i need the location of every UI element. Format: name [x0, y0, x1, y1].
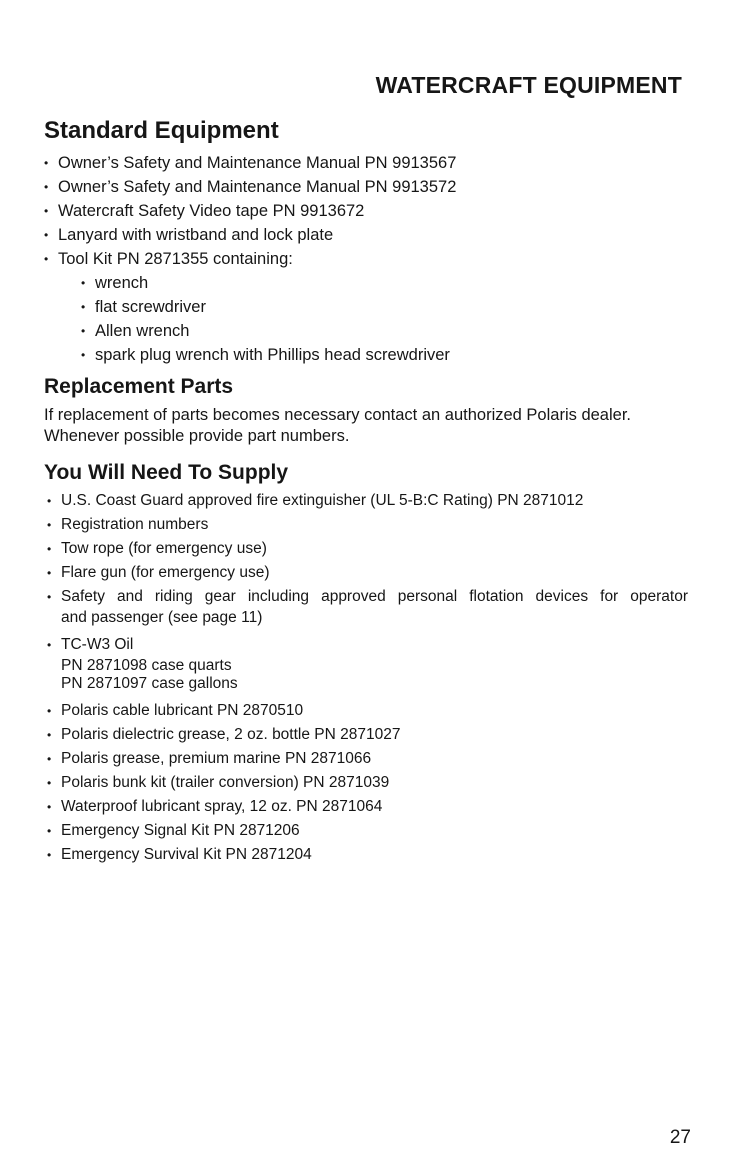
replacement-parts-line: If replacement of parts becomes necessary contact an authorized Polaris dealer. — [44, 406, 631, 424]
list-item: • Watercraft Safety Video tape PN 9913672 — [44, 199, 456, 223]
list-item: • Tool Kit PN 2871355 containing: — [44, 247, 456, 271]
list-item: • Registration numbers — [47, 513, 688, 537]
list-item: • Emergency Signal Kit PN 2871206 — [47, 819, 688, 843]
list-item: • wrench — [81, 271, 450, 295]
list-item: • Waterproof lubricant spray, 12 oz. PN 2871064 — [47, 795, 688, 819]
section-title-you-will-need: You Will Need To Supply — [44, 461, 289, 484]
tool-kit-list — [81, 271, 450, 367]
list-item: • Owner’s Safety and Maintenance Manual PN 9913572 — [44, 175, 456, 199]
list-item: • Flare gun (for emergency use) — [47, 561, 688, 585]
page-number: 27 — [669, 1127, 691, 1148]
list-item: • Polaris dielectric grease, 2 oz. bottle PN 2871027 — [47, 723, 688, 747]
section-title-standard-equipment: Standard Equipment — [44, 117, 279, 144]
oil-line: • TC-W3 Oil — [61, 636, 134, 653]
list-item-oil — [47, 633, 688, 699]
section-title-replacement-parts: Replacement Parts — [44, 375, 234, 398]
safety-gear-line: and passenger (see page 11) — [61, 609, 263, 626]
list-item: • Polaris cable lubricant PN 2870510 — [47, 699, 688, 723]
list-item: • Polaris grease, premium marine PN 2871066 — [47, 747, 688, 771]
list-item: • spark plug wrench with Phillips head screwdriver — [81, 343, 450, 367]
list-item: • Allen wrench — [81, 319, 450, 343]
replacement-parts-line: Whenever possible provide part numbers. — [44, 427, 350, 445]
page-header: WATERCRAFT EQUIPMENT — [375, 72, 682, 98]
list-item: • U.S. Coast Guard approved fire extinguisher (UL 5-B:C Rating) PN 2871012 — [47, 489, 688, 513]
list-item-safety-gear — [47, 585, 688, 633]
safety-gear-line: • Safety and riding gear including approved personal flotation devices for operator — [61, 588, 688, 605]
list-item: • flat screwdriver — [81, 295, 450, 319]
standard-equipment-list — [44, 151, 456, 271]
oil-line: PN 2871097 case gallons — [61, 675, 238, 692]
supply-list — [47, 489, 688, 867]
list-item: • Polaris bunk kit (trailer conversion) PN 2871039 — [47, 771, 688, 795]
oil-line: PN 2871098 case quarts — [61, 657, 232, 674]
replacement-parts-text — [44, 405, 704, 447]
list-item: • Emergency Survival Kit PN 2871204 — [47, 843, 688, 867]
list-item: • Owner’s Safety and Maintenance Manual PN 9913567 — [44, 151, 456, 175]
list-item: • Tow rope (for emergency use) — [47, 537, 688, 561]
list-item: • Lanyard with wristband and lock plate — [44, 223, 456, 247]
